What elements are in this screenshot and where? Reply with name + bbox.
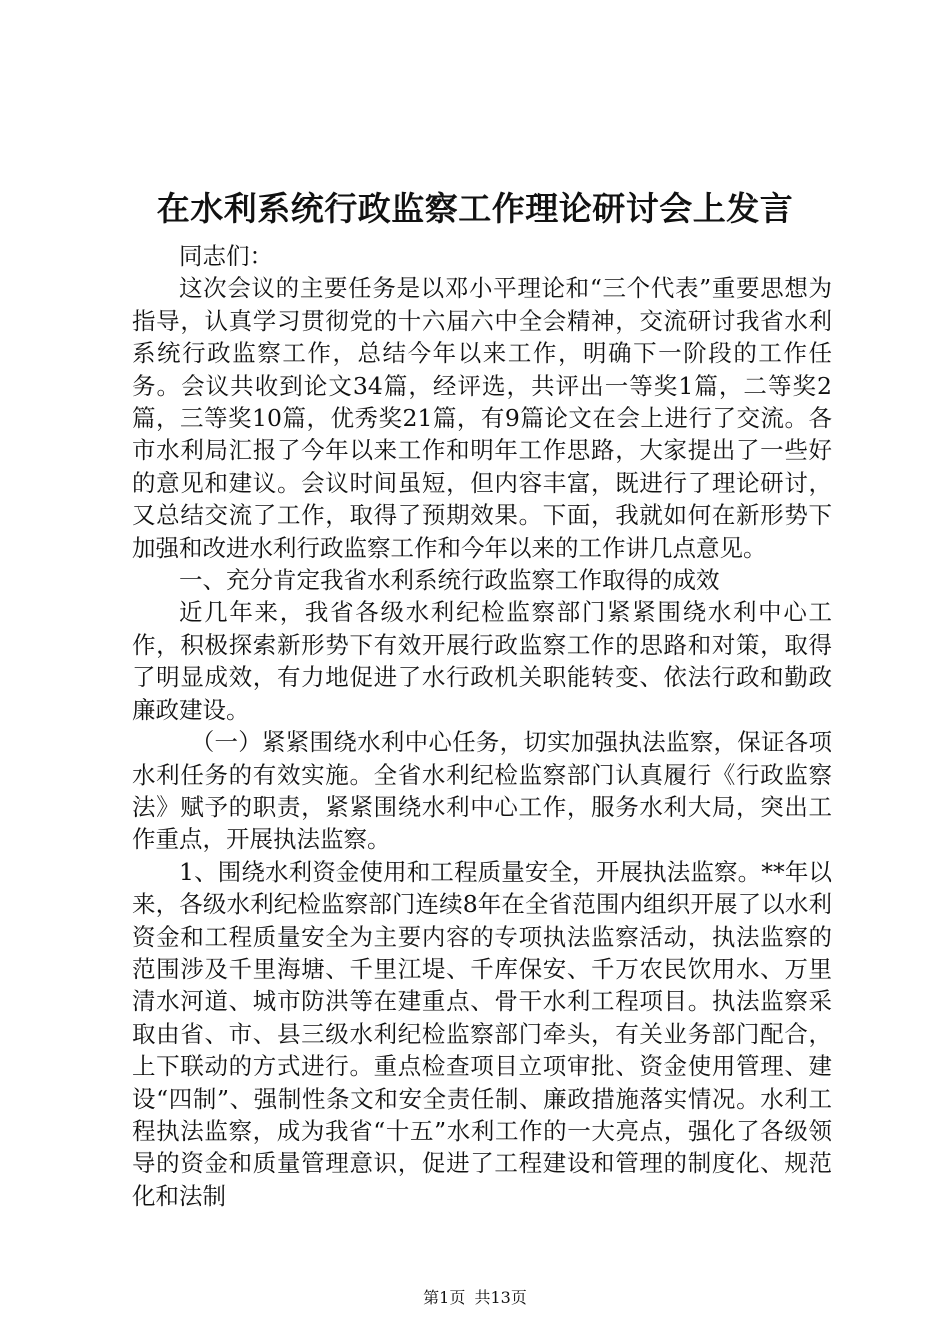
salutation: 同志们：	[179, 242, 273, 270]
body-paragraph: 1、围绕水利资金使用和工程质量安全，开展执法监察。**年以来，各级水利纪检监察部门连续8年在全省范围内组织开展了以水利资金和工程质量安全为主要内容的专项执法监察活动，执法监察的范围涉及千里海塘、千里江堤、千库保安、千万农民饮用水、万里清水河道、城市防洪等在建重点、骨干水利工程项目。执法监察采取由省、市、县三级水利纪检监察部门牵头，有关业务部门配合，上下联动的方式进行。重点检查项目立项审批、资金使用管理、建设“四制”、强制性条文和安全责任制、廉政措施落实情况。水利工程执法监察，成为我省“十五”水利工作的一大亮点，强化了各级领导的资金和质量管理意识，促进了工程建设和管理的制度化、规范化和法制	[132, 857, 832, 1210]
section-heading: 一、充分肯定我省水利系统行政监察工作取得的成效	[179, 566, 720, 595]
page-number: 第1页	[423, 1288, 466, 1307]
page-total: 共13页	[474, 1288, 527, 1307]
page-footer	[0, 1287, 950, 1309]
sub-section-paragraph: （一）紧紧围绕水利中心任务，切实加强执法监察，保证各项水利任务的有效实施。全省水利纪检监察部门认真履行《行政监察法》赋予的职责，紧紧围绕水利中心工作，服务水利大局，突出工作重点，开展执法监察。	[132, 728, 832, 854]
body-paragraph: 近几年来，我省各级水利纪检监察部门紧紧围绕水利中心工作，积极探索新形势下有效开展行政监察工作的思路和对策，取得了明显成效，有力地促进了水行政机关职能转变、依法行政和勤政廉政建设。	[132, 598, 832, 724]
body-paragraph: 这次会议的主要任务是以邓小平理论和“三个代表”重要思想为指导，认真学习贯彻党的十六届六中全会精神，交流研讨我省水利系统行政监察工作，总结今年以来工作，明确下一阶段的工作任务。会议共收到论文34篇，经评选，共评出一等奖1篇，二等奖2篇，三等奖10篇，优秀奖21篇，有9篇论文在会上进行了交流。各市水利局汇报了今年以来工作和明年工作思路，大家提出了一些好的意见和建议。会议时间虽短，但内容丰富，既进行了理论研讨，又总结交流了工作，取得了预期效果。下面，我就如何在新形势下加强和改进水利行政监察工作和今年以来的工作讲几点意见。	[132, 274, 832, 562]
document-body	[132, 240, 832, 1212]
document-title: 在水利系统行政监察工作理论研讨会上发言	[156, 189, 794, 228]
